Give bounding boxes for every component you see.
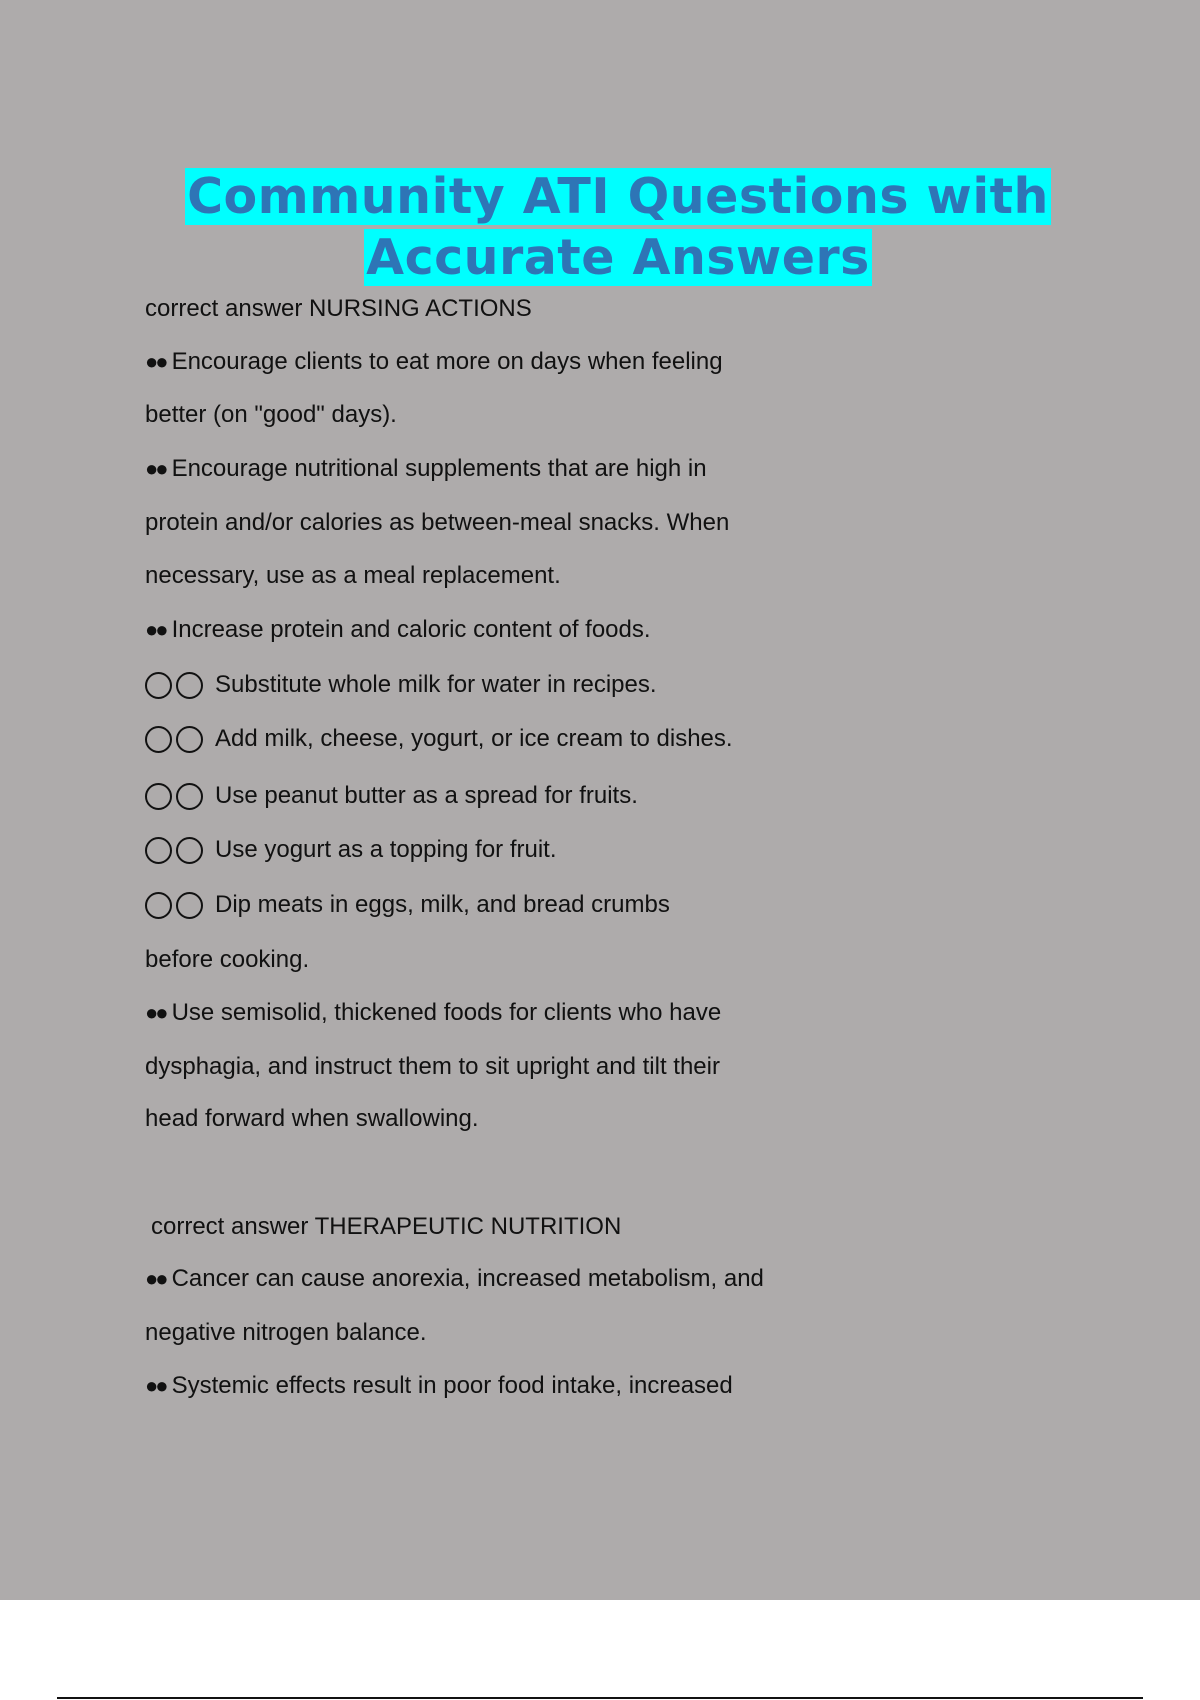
double-circle-icon — [145, 837, 207, 872]
sub-list-item: Add milk, cheese, yogurt, or ice cream to dishes. — [145, 724, 733, 761]
list-item-continuation: protein and/or calories as between-meal snacks. When — [145, 509, 730, 536]
double-circle-icon — [145, 726, 207, 761]
sub-list-item: Use peanut butter as a spread for fruits. — [145, 781, 638, 818]
filled-bullet-icon: ●● — [145, 456, 166, 481]
list-item: ●● Use semisolid, thickened foods for clients who have — [145, 999, 722, 1026]
list-item-continuation: necessary, use as a meal replacement. — [145, 562, 561, 589]
sub-list-item: Substitute whole milk for water in recipes. — [145, 670, 657, 707]
list-item-continuation: negative nitrogen balance. — [145, 1319, 427, 1346]
sub-list-item: Use yogurt as a topping for fruit. — [145, 835, 557, 872]
list-item: ●● Cancer can cause anorexia, increased metabolism, and — [145, 1265, 764, 1292]
double-circle-icon — [145, 892, 207, 927]
list-item: ●● Systemic effects result in poor food intake, increased — [145, 1372, 733, 1399]
filled-bullet-icon: ●● — [145, 1373, 166, 1398]
double-circle-icon — [145, 783, 207, 818]
list-item: ●● Increase protein and caloric content of foods. — [145, 616, 651, 643]
list-item-continuation: head forward when swallowing. — [145, 1105, 479, 1132]
list-item: ●● Encourage clients to eat more on days when feeling — [145, 348, 723, 375]
sub-list-item-continuation: before cooking. — [145, 946, 310, 973]
sub-list-item: Dip meats in eggs, milk, and bread crumbs — [145, 890, 670, 927]
section-heading: correct answer THERAPEUTIC NUTRITION — [151, 1213, 622, 1240]
list-item: ●● Encourage nutritional supplements that are high in — [145, 455, 707, 482]
filled-bullet-icon: ●● — [145, 1000, 166, 1025]
list-item-continuation: better (on "good" days). — [145, 401, 397, 428]
title-line-2: Accurate Answers — [366, 229, 870, 286]
filled-bullet-icon: ●● — [145, 1266, 166, 1291]
double-circle-icon — [145, 672, 207, 707]
document-title — [0, 168, 1200, 290]
filled-bullet-icon: ●● — [145, 617, 166, 642]
filled-bullet-icon: ●● — [145, 349, 166, 374]
list-item-continuation: dysphagia, and instruct them to sit upright and tilt their — [145, 1053, 720, 1080]
footer-divider — [57, 1697, 1143, 1699]
title-line-1: Community ATI Questions with — [187, 168, 1049, 225]
section-heading: correct answer NURSING ACTIONS — [145, 295, 532, 322]
